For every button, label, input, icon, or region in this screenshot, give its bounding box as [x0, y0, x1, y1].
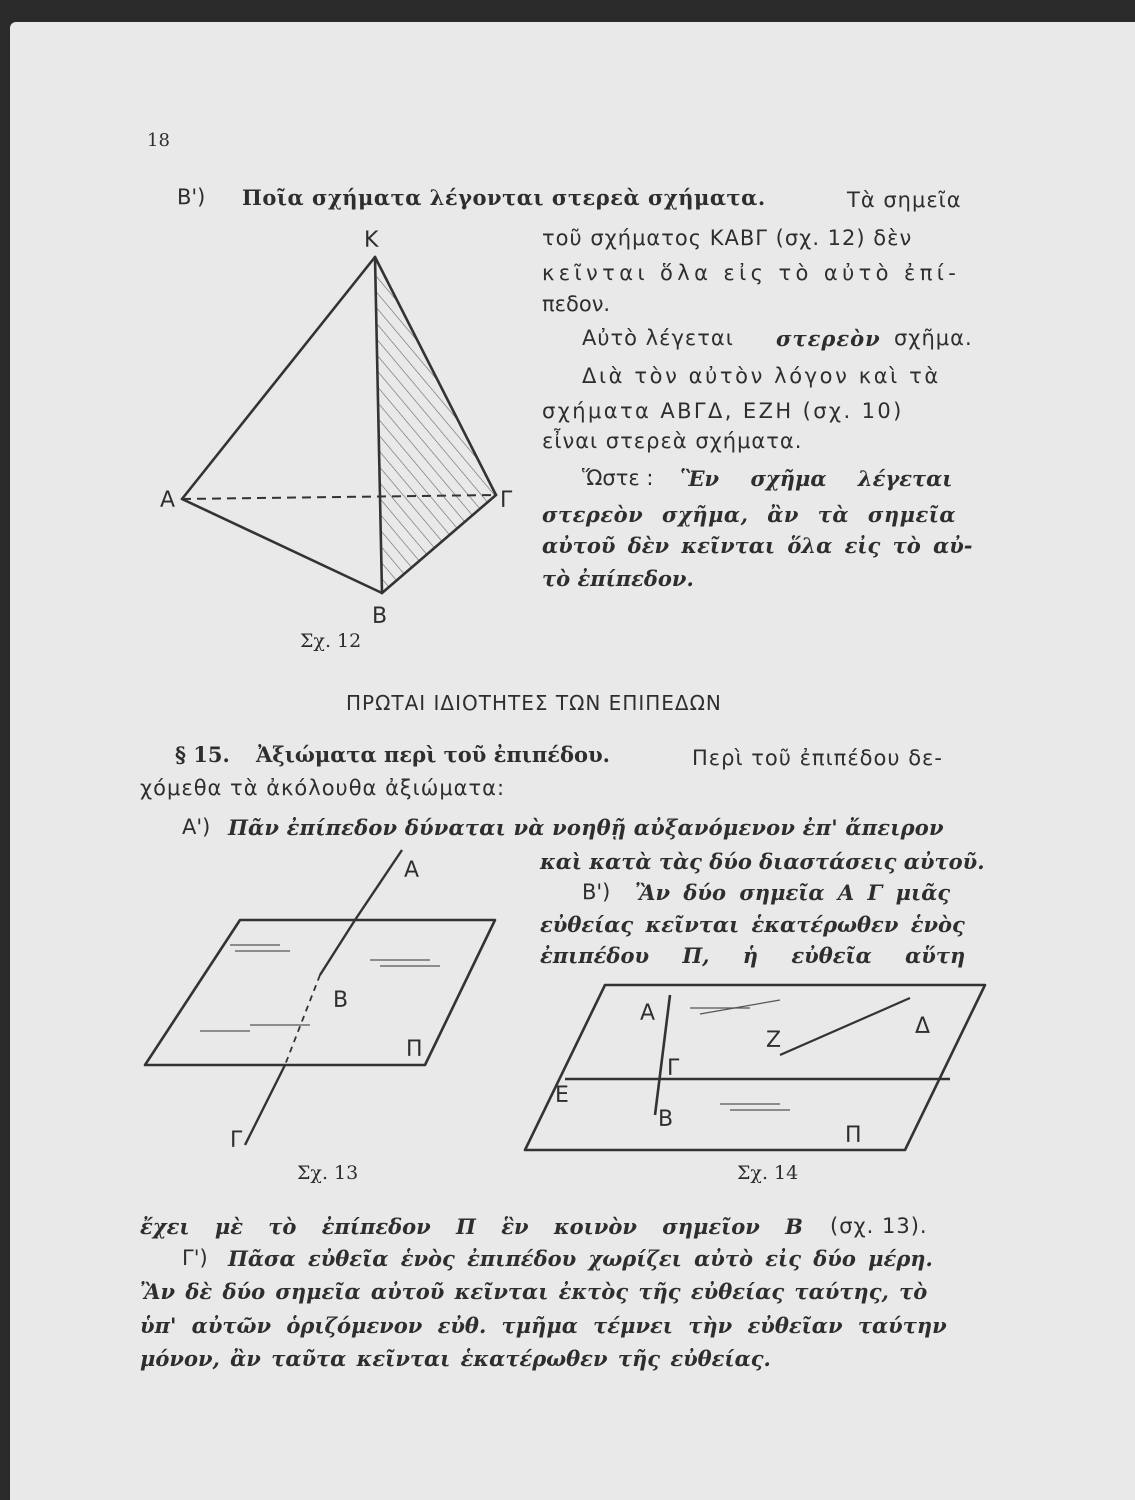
figure-12-tetrahedron [150, 225, 513, 645]
axiom-g-line4: μόνον, ἂν ταῦτα κεῖνται ἑκατέρωθεν τῆς εὐθείας. [140, 1346, 771, 1371]
fig13-label-b: Β [333, 988, 349, 1013]
plane-shading [200, 945, 440, 1031]
definition-line3: αὐτοῦ δὲν κεῖνται ὅλα εἰς τὸ αὐ- [542, 533, 973, 558]
axiom-b-line1: Ἂν δύο σημεῖα Α Γ μιᾶς [635, 880, 951, 905]
section-b-label: Β') [177, 185, 206, 209]
fig14-label-z: Ζ [766, 1028, 782, 1053]
section-b-line6: Διὰ τὸν αὐτὸν λόγον καὶ τὰ [582, 364, 941, 388]
axiom-a-line1: Πᾶν ἐπίπεδον δύναται νὰ νοηθῇ αὐξανόμενον ἐπ' ἄπειρον [228, 815, 944, 840]
axioms-intro-tail: Περὶ τοῦ ἐπιπέδου δε- [692, 746, 943, 770]
axiom-b-line3: ἐπιπέδου Π, ἡ εὐθεῖα αὕτη [540, 943, 966, 968]
fig14-label-d: Δ [915, 1014, 931, 1039]
plane-shading [690, 1000, 790, 1110]
axiom-a-label: Α') [182, 815, 211, 839]
axiom-g-label: Γ') [182, 1246, 208, 1270]
axiom-g-line2: Ἂν δὲ δύο σημεῖα αὐτοῦ κεῖνται ἐκτὸς τῆς εὐθείας ταύτης, τὸ [140, 1279, 928, 1304]
fig14-caption: Σχ. 14 [737, 1162, 799, 1184]
fig13-label-p: Π [406, 1037, 423, 1062]
fig14-label-b: Β [658, 1107, 674, 1132]
axioms-intro: χόμεθα τὰ ἀκόλουθα ἀξιώματα: [140, 776, 506, 800]
definition-lead: Ὥστε : [582, 466, 654, 490]
section-b-heading: Ποῖα σχήματα λέγονται στερεὰ σχήματα. [242, 185, 766, 210]
axiom-g-line3: ὑπ' αὐτῶν ὁριζόμενον εὐθ. τμῆμα τέμνει τὴν εὐθεῖαν ταύτην [140, 1313, 947, 1338]
fig14-label-g: Γ [667, 1056, 680, 1081]
fig13-label-a: Α [404, 858, 420, 883]
section-b-line7: σχήματα ΑΒΓΔ, ΕΖΗ (σχ. 10) [542, 399, 904, 423]
fig12-label-a: Α [160, 488, 176, 513]
page-number: 18 [147, 130, 170, 151]
axiom-b-label: Β') [582, 880, 611, 904]
fig12-label-b: Β [372, 604, 388, 629]
figure-13-plane-line [140, 845, 540, 1165]
paragraph-number: § 15. [175, 742, 230, 767]
fig14-label-a: Α [640, 1001, 656, 1026]
axiom-g-line1: Πᾶσα εὐθεῖα ἑνὸς ἐπιπέδου χωρίζει αὐτὸ εἰς δύο μέρη. [228, 1246, 933, 1271]
definition-line2: στερεὸν σχῆμα, ἂν τὰ σημεῖα [542, 502, 957, 527]
fig14-label-e: Ε [555, 1083, 569, 1108]
shaded-face [375, 257, 496, 593]
fig12-caption: Σχ. 12 [300, 630, 362, 652]
figure-14-plane-lines [520, 980, 990, 1155]
fig12-label-k: Κ [364, 228, 379, 253]
definition-line1: Ἓν σχῆμα λέγεται [680, 466, 953, 491]
fig12-label-g: Γ [500, 488, 513, 513]
section-b-line5-post: σχῆμα. [894, 326, 973, 350]
fig14-label-p: Π [845, 1123, 862, 1148]
section-title: ΠΡΩΤΑΙ ΙΔΙΟΤΗΤΕΣ ΤΩΝ ΕΠΙΠΕΔΩΝ [346, 691, 722, 715]
axiom-a-line2: καὶ κατὰ τὰς δύο διαστάσεις αὐτοῦ. [540, 849, 985, 874]
section-b-line8: εἶναι στερεὰ σχήματα. [542, 429, 803, 453]
section-b-line5-pre: Αὐτὸ λέγεται [582, 326, 734, 350]
axioms-heading: Ἀξιώματα περὶ τοῦ ἐπιπέδου. [256, 742, 610, 767]
fig13-label-g: Γ [230, 1128, 243, 1153]
section-b-line4: πεδον. [542, 292, 611, 316]
fig13-caption: Σχ. 13 [297, 1162, 359, 1184]
definition-line4: τὸ ἐπίπεδον. [542, 566, 694, 591]
axiom-b-ref: (σχ. 13). [830, 1214, 928, 1238]
term-stereon: στερεὸν [776, 326, 881, 351]
section-b-line2: τοῦ σχήματος ΚΑΒΓ (σχ. 12) δὲν [542, 226, 913, 250]
axiom-b-line2: εὐθείας κεῖνται ἑκατέρωθεν ἑνὸς [540, 912, 965, 937]
section-b-line1-tail: Τὰ σημεῖα [847, 188, 962, 212]
section-b-line3: κεῖνται ὅλα εἰς τὸ αὐτὸ ἐπί- [542, 261, 961, 285]
axiom-b-line4: ἔχει μὲ τὸ ἐπίπεδον Π ἓν κοινὸν σημεῖον Β [140, 1214, 803, 1239]
